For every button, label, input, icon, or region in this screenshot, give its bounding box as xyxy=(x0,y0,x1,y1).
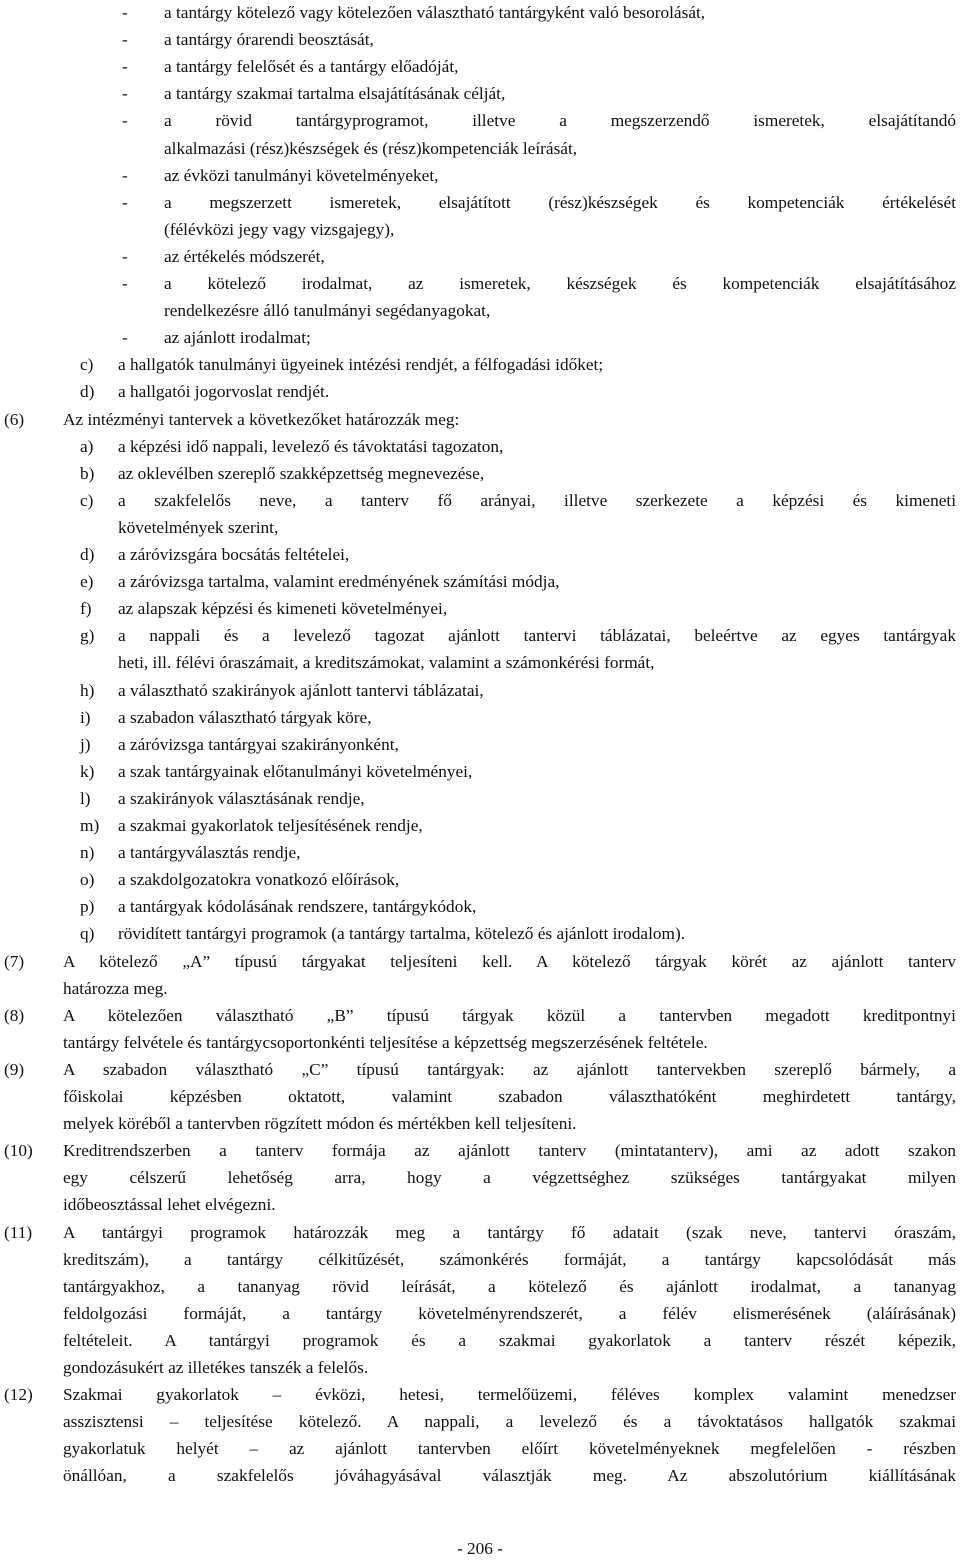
numbered-section-text: feltételeit. A tantárgyi programok és a szakmai gyakorlatok a tanterv részét képezik, xyxy=(63,1330,956,1350)
numbered-section-marker: (7) xyxy=(4,951,25,971)
dash-list-item-marker: - xyxy=(122,165,128,185)
numbered-section-marker: (9) xyxy=(4,1059,25,1079)
dash-list-item-marker: - xyxy=(122,30,128,50)
section-6-item-marker: h) xyxy=(80,680,95,700)
dash-list-item-marker: - xyxy=(122,57,128,77)
numbered-section-text: önállóan, a szakfelelős jóváhagyásával választják meg. Az abszolutórium kiállításának xyxy=(63,1466,956,1486)
section-6-item-marker: j) xyxy=(80,734,91,754)
section-6-item-text: a tantárgyak kódolásának rendszere, tantárgykódok, xyxy=(118,897,477,917)
dash-list-item-text: alkalmazási (rész)készségek és (rész)kompetenciák leírását, xyxy=(164,138,578,158)
dash-list-item-text: a megszerzett ismeretek, elsajátított (rész)készségek és kompetenciák értékelését xyxy=(164,192,956,212)
section-6-item-text: a szakfelelős neve, a tanterv fő arányai, illetve szerkezete a képzési és kimeneti xyxy=(118,490,956,510)
dash-list-item-text: a tantárgy kötelező vagy kötelezően választható tantárgyként való besorolását, xyxy=(164,3,706,22)
dash-list-item-marker: - xyxy=(122,84,128,104)
section-6-item-text: az oklevélben szereplő szakképzettség megnevezése, xyxy=(118,463,485,483)
numbered-section-marker: (11) xyxy=(4,1222,33,1242)
section-6-item-marker: q) xyxy=(80,924,95,944)
lettered-list-item-marker: c) xyxy=(80,355,94,375)
section-6-item-text: a választható szakirányok ajánlott tantervi táblázatai, xyxy=(118,680,484,700)
section-6-intro-text: Az intézményi tantervek a következőket határozzák meg: xyxy=(63,409,460,429)
numbered-section-text: feldolgozási formáját, a tantárgy követelményrendszerét, a félév elismerésének (aláírásának) xyxy=(63,1303,956,1323)
numbered-section-text: melyek köréből a tantervben rögzített módon és mértékben kell teljesíteni. xyxy=(63,1114,577,1134)
section-6-item-text: a nappali és a levelező tagozat ajánlott tantervi táblázatai, beleértve az egyes tantárgyak xyxy=(118,626,956,646)
section-6-item-text: az alapszak képzési és kimeneti követelményei, xyxy=(118,599,448,619)
section-6-item-marker: l) xyxy=(80,788,91,808)
section-6-item-marker: c) xyxy=(80,490,94,510)
dash-list-item-text: a kötelező irodalmat, az ismeretek, készségek és kompetenciák elsajátításához xyxy=(164,274,956,293)
dash-list-item-text: a tantárgy felelősét és a tantárgy előadóját, xyxy=(164,57,459,77)
section-6-item-text: a záróvizsga tartalma, valamint eredményének számítási módja, xyxy=(118,572,560,592)
numbered-section-text: A szabadon választható „C” típusú tantárgyak: az ajánlott tantervekben szereplő bármely, a xyxy=(63,1059,956,1079)
numbered-section-marker: (10) xyxy=(4,1141,33,1161)
numbered-section-text: kreditszám), a tantárgy célkitűzését, számonkérés formáját, a tantárgy kapcsolódását más xyxy=(63,1249,956,1269)
numbered-section-text: határozza meg. xyxy=(63,978,168,998)
numbered-section-text: tantárgy felvétele és tantárgycsoportonkénti teljesítése a képzettség megszerzésének feltétele. xyxy=(63,1032,708,1052)
section-6-item-marker: n) xyxy=(80,843,95,863)
numbered-section-text: A tantárgyi programok határozzák meg a tantárgy fő adatait (szak neve, tantervi óraszám, xyxy=(63,1222,956,1242)
dash-list-item-text: a tantárgy szakmai tartalma elsajátításának célját, xyxy=(164,84,506,104)
section-6-item-marker: a) xyxy=(80,436,94,456)
lettered-list-item-text: a hallgatók tanulmányi ügyeinek intézési rendjét, a félfogadási időket; xyxy=(118,355,604,375)
section-6-item-text: rövidített tantárgyi programok (a tantárgy tartalma, kötelező és ajánlott irodalom). xyxy=(118,924,686,944)
dash-list-item-text: az értékelés módszerét, xyxy=(164,246,325,266)
numbered-section-marker: (8) xyxy=(4,1005,25,1025)
numbered-section-text: asszisztensi – teljesítése kötelező. A nappali, a levelező és a távoktatásos hallgatók szakmai xyxy=(63,1412,956,1432)
section-6-item-marker: i) xyxy=(80,707,91,727)
section-6-item-marker: k) xyxy=(80,761,95,781)
section-6-item-text: követelmények szerint, xyxy=(118,517,279,537)
dash-list-item-marker: - xyxy=(122,328,128,348)
numbered-section-marker: (12) xyxy=(4,1385,33,1405)
section-6-intro-marker: (6) xyxy=(4,409,25,429)
section-6-item-marker: b) xyxy=(80,463,95,483)
section-6-item-text: a szakmai gyakorlatok teljesítésének rendje, xyxy=(118,816,423,835)
numbered-section-text: gondozásukért az illetékes tanszék a felelős. xyxy=(63,1358,369,1377)
section-6-item-marker: g) xyxy=(80,626,95,646)
section-6-item-text: a tantárgyválasztás rendje, xyxy=(118,843,301,863)
section-6-item-text: a záróvizsgára bocsátás feltételei, xyxy=(118,545,350,564)
dash-list-item-marker: - xyxy=(122,274,128,293)
dash-list-item-marker: - xyxy=(122,192,128,212)
section-6-item-marker: d) xyxy=(80,545,95,564)
numbered-section-text: A kötelező „A” típusú tárgyakat teljesíteni kell. A kötelező tárgyak körét az ajánlott tanterv xyxy=(63,951,956,971)
section-6-item-text: a képzési idő nappali, levelező és távoktatási tagozaton, xyxy=(118,436,504,456)
dash-list-item-marker: - xyxy=(122,3,128,22)
section-6-item-marker: o) xyxy=(80,870,95,890)
dash-list-item-text: az ajánlott irodalmat; xyxy=(164,328,311,348)
section-6-item-marker: e) xyxy=(80,572,94,592)
numbered-section-text: főiskolai képzésben oktatott, valamint szabadon választhatóként meghirdetett tantárgy, xyxy=(63,1087,956,1106)
section-6-item-text: a szakirányok választásának rendje, xyxy=(118,788,365,808)
section-6-item-text: a szakdolgozatokra vonatkozó előírások, xyxy=(118,870,400,890)
section-6-item-text: a szak tantárgyainak előtanulmányi követelményei, xyxy=(118,761,473,781)
section-6-item-marker: f) xyxy=(80,599,92,619)
numbered-section-text: Kreditrendszerben a tanterv formája az ajánlott tanterv (mintatanterv), ami az adott szakon xyxy=(63,1141,956,1161)
numbered-section-text: Szakmai gyakorlatok – évközi, hetesi, termelőüzemi, féléves komplex valamint menedzser xyxy=(63,1385,956,1405)
dash-list-item-text: (félévközi jegy vagy vizsgajegy), xyxy=(164,219,395,239)
section-6-item-marker: m) xyxy=(80,816,100,835)
numbered-section-text: gyakorlatuk helyét – az ajánlott tantervben előírt követelményeknek megfelelően - részben xyxy=(63,1439,956,1459)
lettered-list-item-marker: d) xyxy=(80,382,95,402)
dash-list-item-text: az évközi tanulmányi követelményeket, xyxy=(164,165,439,185)
dash-list-item-text: a tantárgy órarendi beosztását, xyxy=(164,30,374,50)
section-6-item-text: heti, ill. félévi óraszámait, a kreditszámokat, valamint a számonkérési formát, xyxy=(118,653,655,673)
dash-list-item-text: rendelkezésre álló tanulmányi segédanyagokat, xyxy=(164,301,491,321)
dash-list-item-marker: - xyxy=(122,246,128,266)
section-6-item-text: a szabadon választható tárgyak köre, xyxy=(118,707,372,727)
section-6-item-text: a záróvizsga tantárgyai szakirányonként, xyxy=(118,734,399,754)
numbered-section-text: egy célszerű lehetőség arra, hogy a végzettséghez szükséges tantárgyakat milyen xyxy=(63,1168,956,1188)
dash-list-item-text: a rövid tantárgyprogramot, illetve a megszerzendő ismeretek, elsajátítandó xyxy=(164,111,956,131)
numbered-section-text: tantárgyakhoz, a tananyag rövid leírását, a kötelező és ajánlott irodalmat, a tananyag xyxy=(63,1276,956,1296)
numbered-section-text: A kötelezően választható „B” típusú tárgyak közül a tantervben megadott kreditpontnyi xyxy=(63,1005,956,1025)
section-6-item-marker: p) xyxy=(80,897,95,917)
page-number: - 206 - xyxy=(456,1539,504,1558)
lettered-list-item-text: a hallgatói jogorvoslat rendjét. xyxy=(118,382,330,402)
numbered-section-text: időbeosztással lehet elvégezni. xyxy=(63,1195,276,1215)
dash-list-item-marker: - xyxy=(122,111,128,131)
